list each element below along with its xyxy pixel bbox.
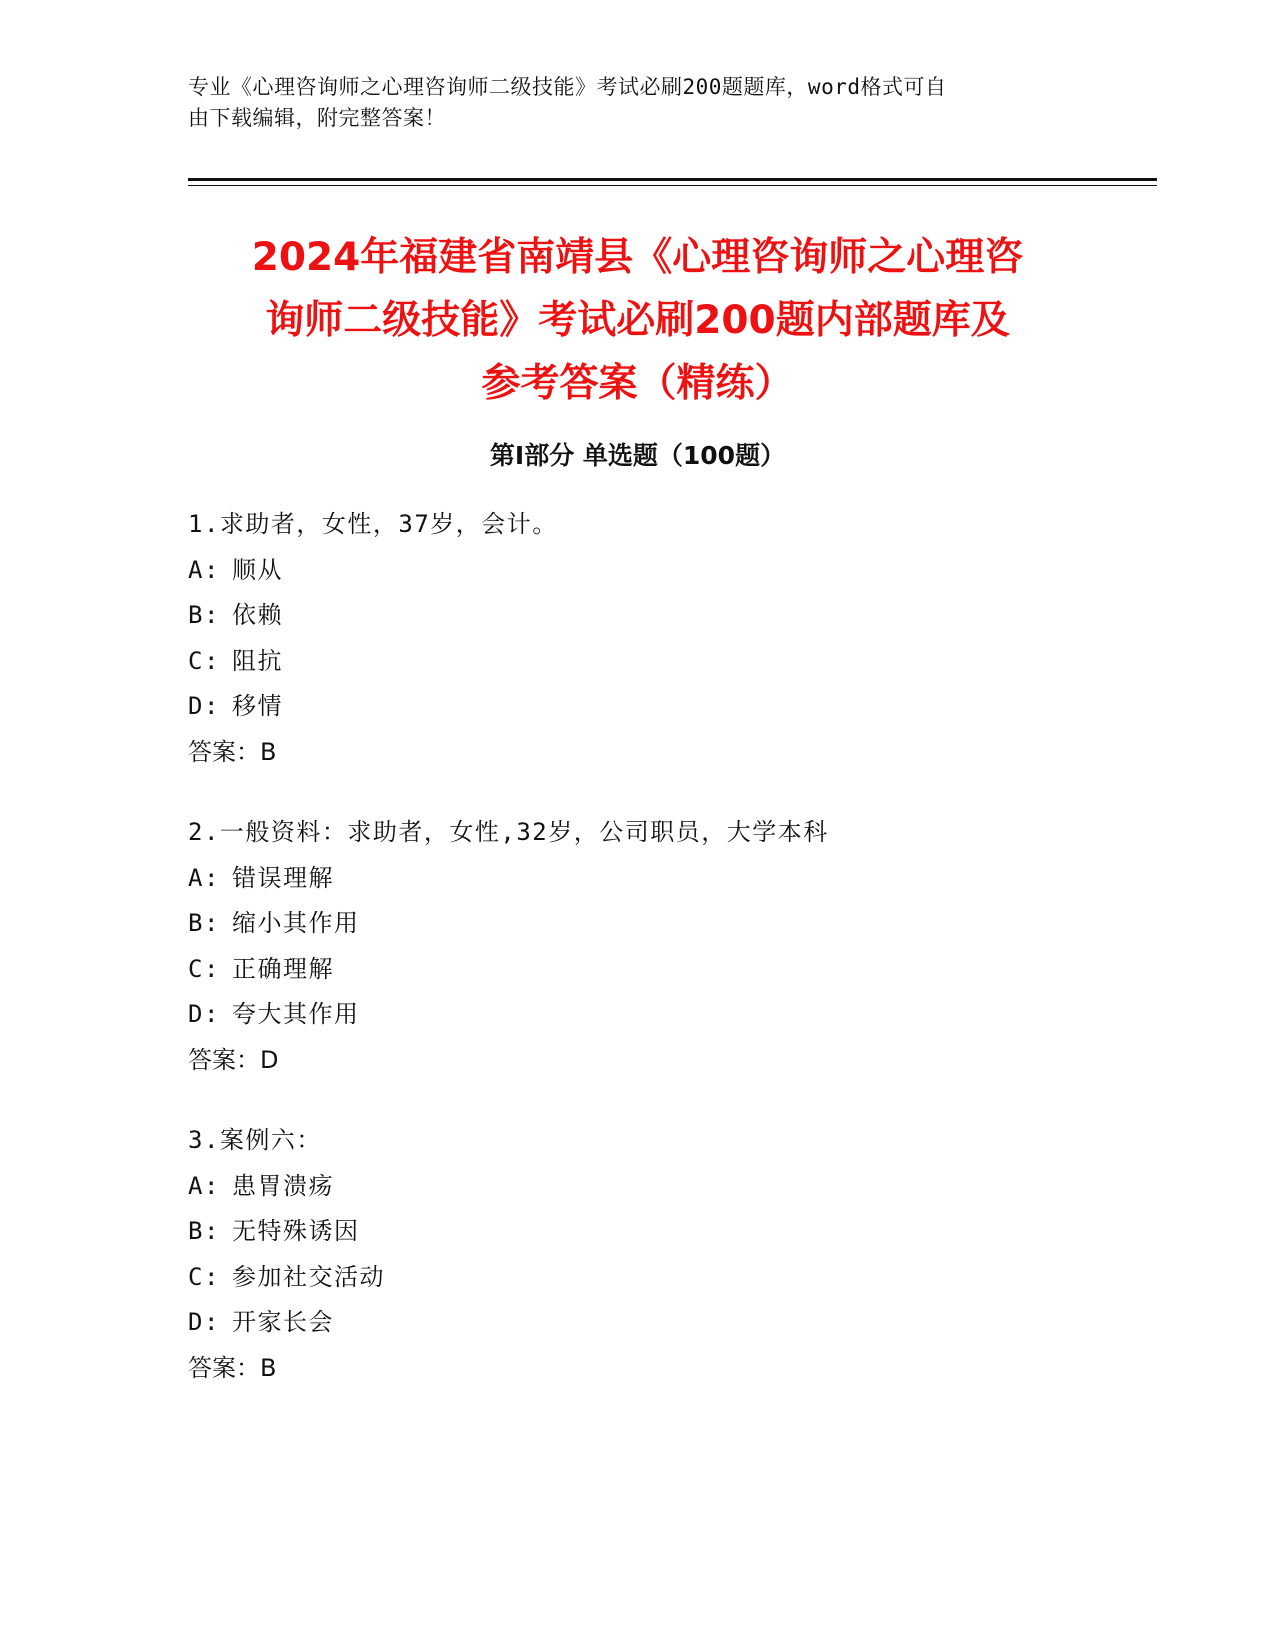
option-text: 移情	[232, 692, 283, 721]
option-c	[188, 947, 1108, 993]
header-note-line-1: 专业《心理咨询师之心理咨询师二级技能》考试必刷200题题库，word格式可自	[188, 75, 947, 99]
option-b	[188, 901, 1108, 947]
option-a	[188, 548, 1108, 594]
question-1	[188, 502, 1108, 776]
option-text: 参加社交活动	[232, 1262, 385, 1291]
header-divider-thick	[188, 178, 1157, 181]
option-b	[188, 1209, 1108, 1255]
option-text: 错误理解	[232, 863, 334, 892]
option-text: 顺从	[232, 555, 283, 584]
option-text: 无特殊诱因	[232, 1217, 360, 1246]
header-note	[188, 72, 1068, 134]
question-stem: 3.案例六：	[188, 1126, 322, 1154]
option-text: 阻抗	[232, 646, 283, 675]
question-3	[188, 1118, 1108, 1392]
document-title-line-3: 参考答案（精练）	[481, 361, 794, 406]
option-a	[188, 856, 1108, 902]
option-letter: A:	[188, 555, 220, 584]
header-note-line-2: 由下载编辑，附完整答案！	[188, 106, 446, 130]
option-letter: C:	[188, 646, 220, 675]
option-text: 开家长会	[232, 1308, 334, 1337]
option-letter: C:	[188, 954, 220, 983]
option-letter: D:	[188, 1000, 220, 1029]
question-stem: 1.求助者，女性，37岁，会计。	[188, 510, 558, 538]
option-text: 依赖	[232, 601, 283, 630]
option-text: 正确理解	[232, 954, 334, 983]
question-stem: 2.一般资料：求助者，女性,32岁，公司职员，大学本科	[188, 818, 829, 846]
option-letter: B:	[188, 909, 220, 938]
answer-line: 答案：B	[188, 737, 277, 766]
answer-line: 答案：B	[188, 1353, 277, 1382]
answer-line: 答案：D	[188, 1045, 279, 1074]
option-letter: C:	[188, 1262, 220, 1291]
option-letter: B:	[188, 601, 220, 630]
option-letter: A:	[188, 863, 220, 892]
option-letter: B:	[188, 1217, 220, 1246]
option-d	[188, 992, 1108, 1038]
option-d	[188, 1300, 1108, 1346]
option-b	[188, 593, 1108, 639]
option-c	[188, 1255, 1108, 1301]
option-letter: A:	[188, 1171, 220, 1200]
header-divider-thin	[188, 185, 1157, 186]
section-title: 第Ⅰ部分 单选题（100题）	[489, 441, 786, 470]
document-title-line-1: 2024年福建省南靖县《心理咨询师之心理咨	[251, 235, 1024, 280]
document-title-line-2: 询师二级技能》考试必刷200题内部题库及	[265, 298, 1010, 343]
option-letter: D:	[188, 692, 220, 721]
option-c	[188, 639, 1108, 685]
option-text: 夸大其作用	[232, 1000, 360, 1029]
question-2	[188, 810, 1108, 1084]
option-d	[188, 684, 1108, 730]
option-text: 缩小其作用	[232, 909, 360, 938]
option-text: 患胃溃疡	[232, 1171, 334, 1200]
document-title	[160, 226, 1115, 415]
option-letter: D:	[188, 1308, 220, 1337]
option-a	[188, 1164, 1108, 1210]
